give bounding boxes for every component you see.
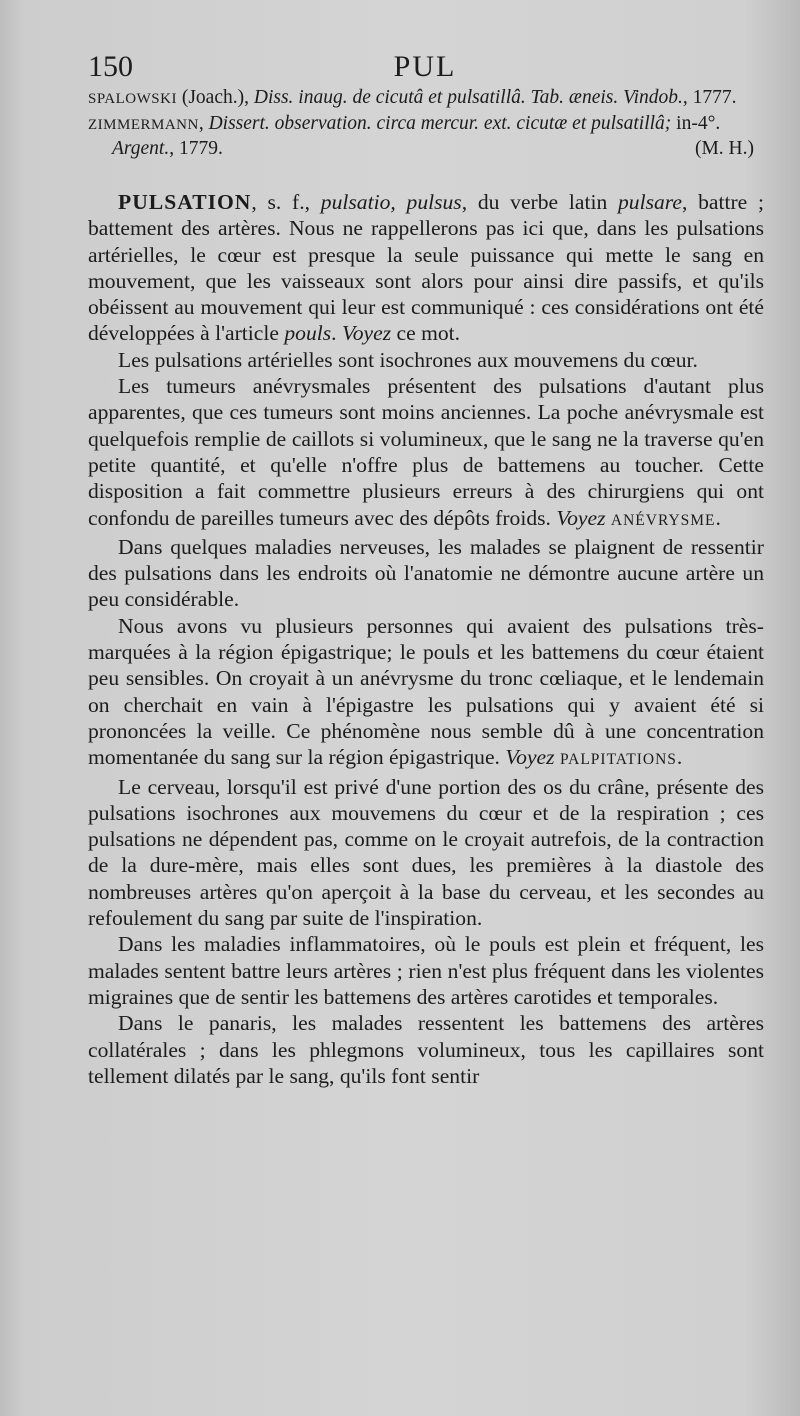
cross-reference: Voyez (556, 505, 606, 530)
page-header (88, 50, 762, 84)
cross-reference-target: ANÉVRYSME (610, 511, 716, 529)
bibliography-entry: ZIMMERMANN, Dissert. observation. circa mercur. ext. cicutæ et pulsatillâ; in-4°. Argent., 1779. (M. H.) (88, 112, 768, 162)
work-title: Dissert. observation. circa mercur. ext. cicutæ et pulsatillâ; (208, 112, 672, 134)
paragraph: Nous avons vu plusieurs personnes qui avaient des pulsations très-marquées à la région épigastrique; le pouls et les battemens du cœur étaient peu sensibles. On croyait à un anévrysme du tronc cœliaque, et le lendemain on cherchait en vain à l'épigastre les pulsations qui y avaient été si prononcées la veille. Ce phénomène nous semble dû à une concentration momentanée du sang sur la région épigastrique. Voyez PALPITATIONS. (88, 613, 764, 770)
page-number: 150 (88, 50, 133, 83)
place-of-publication: Argent. (112, 138, 170, 159)
paragraph: Dans le panaris, les malades ressentent les battemens des artères collatérales ; dans les phlegmons volumineux, tous les capillaires sont tellement dilatés par le sang, qu'ils font sentir (88, 1011, 764, 1088)
cross-reference-target: PALPITATIONS (559, 751, 677, 769)
paragraph: PULSATION, s. f., pulsatio, pulsus, du verbe latin pulsare, battre ; battement des artères. Nous ne rappellerons pas ici que, dans les pulsations artérielles, le cœur est presque la seule puissance qui mette le sang en mouvement, que les vaisseaux sont alors pour ainsi dire passifs, et qu'ils obéissent au mouvement qui leur est communiqué : ces considérations ont été développées à l'article pouls. Voyez ce mot. (88, 190, 764, 346)
article-body (88, 189, 764, 1089)
bibliography-entry: SPALOWSKI (Joach.), Diss. inaug. de cicutâ et pulsatillâ. Tab. æneis. Vindob., 1777. (88, 87, 737, 108)
author-name: SPALOWSKI (88, 91, 177, 107)
work-title: Diss. inaug. de cicutâ et pulsatillâ. Tab. æneis. Vindob. (253, 87, 683, 108)
author-name: ZIMMERMANN (88, 116, 199, 133)
paragraph: Dans les maladies inflammatoires, où le pouls est plein et fréquent, les malades sentent battre leurs artères ; rien n'est plus fréquent dans les violentes migraines que de sentir les battemens des artères carotides et temporales. (88, 932, 764, 1009)
cross-reference: Voyez (341, 321, 392, 346)
cross-reference: Voyez (505, 745, 555, 770)
headword: PULSATION (118, 190, 252, 214)
paragraph: Dans quelques maladies nerveuses, les malades se plaignent de ressentir des pulsations dans les endroits où l'anatomie ne démontre aucune artère un peu considérable. (88, 534, 764, 612)
bibliography (88, 86, 768, 162)
paragraph: Le cerveau, lorsqu'il est privé d'une portion des os du crâne, présente des pulsations isochrones aux mouvemens du cœur et de la respiration ; ces pulsations ne dépendent pas, comme on le croyait autrefois, de la contraction de la dure-mère, mais elles sont dues, les premières à la diastole des nombreuses artères qu'on aperçoit à la base du cerveau, et les secondes au refoulement du sang par suite de l'inspiration. (88, 774, 764, 931)
paragraph: Les pulsations artérielles sont isochrones aux mouvemens du cœur. (118, 347, 698, 372)
running-head: PUL (393, 50, 457, 83)
author-signature: (M. H.) (694, 138, 754, 159)
paragraph: Les tumeurs anévrysmales présentent des pulsations d'autant plus apparentes, que ces tumeurs sont moins anciennes. La poche anévrysmale est quelquefois remplie de caillots si volumineux, que le sang ne la traverse qu'en petite quantité, et qu'elle n'offre plus de battemens au toucher. Cette disposition a fait commettre plusieurs erreurs à des chirurgiens qui ont confondu de pareilles tumeurs avec des dépôts froids. Voyez ANÉVRYSME. (88, 374, 764, 530)
